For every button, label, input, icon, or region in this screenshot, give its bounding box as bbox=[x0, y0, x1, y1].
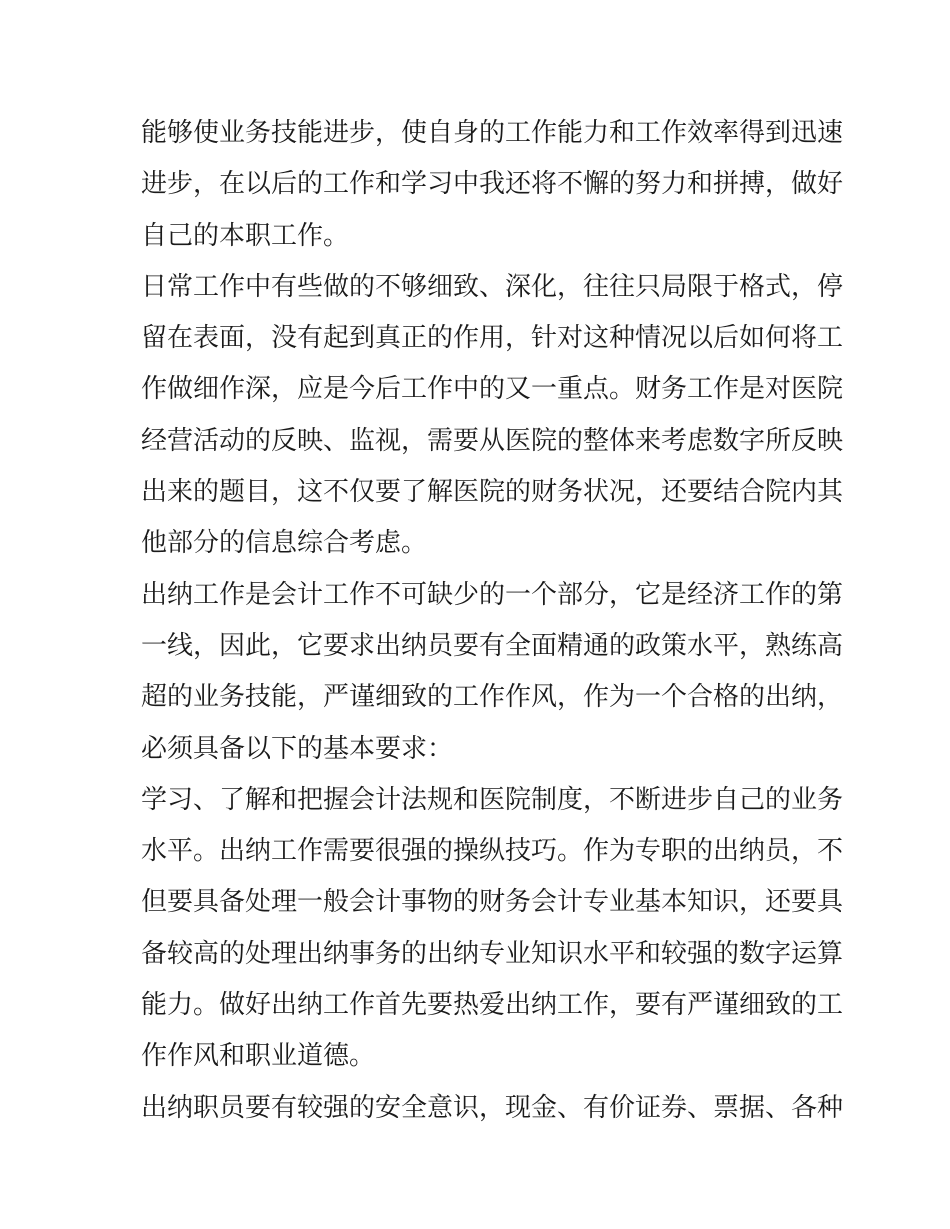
text-line: 备较高的处理出纳事务的出纳专业知识水平和较强的数字运算 bbox=[141, 938, 844, 969]
text-line: 出来的题目，这不仅要了解医院的财务状况，还要结合院内其 bbox=[141, 477, 844, 508]
text-line: 自己的本职工作。 bbox=[141, 220, 350, 251]
text-line: 能力。做好出纳工作首先要热爱出纳工作，要有严谨细致的工 bbox=[141, 990, 844, 1021]
text-line: 留在表面，没有起到真正的作用，针对这种情况以后如何将工 bbox=[141, 323, 844, 354]
text-line: 作做细作深，应是今后工作中的又一重点。财务工作是对医院 bbox=[141, 374, 844, 405]
text-line: 进步，在以后的工作和学习中我还将不懈的努力和拼搏，做好 bbox=[141, 169, 844, 200]
body-text bbox=[141, 108, 844, 1134]
text-line: 出纳工作是会计工作不可缺少的一个部分，它是经济工作的第 bbox=[141, 579, 844, 610]
text-line: 能够使业务技能进步，使自身的工作能力和工作效率得到迅速 bbox=[141, 118, 844, 148]
text-line: 日常工作中有些做的不够细致、深化，往往只局限于格式，停 bbox=[141, 271, 844, 302]
text-line: 水平。出纳工作需要很强的操纵技巧。作为专职的出纳员，不 bbox=[141, 836, 844, 867]
text-line: 必须具备以下的基本要求： bbox=[141, 733, 454, 764]
text-line: 超的业务技能，严谨细致的工作作风，作为一个合格的出纳， bbox=[141, 682, 844, 713]
text-line: 学习、了解和把握会计法规和医院制度，不断进步自己的业务 bbox=[141, 784, 844, 815]
text-line: 他部分的信息综合考虑。 bbox=[141, 528, 428, 559]
text-line: 但要具备处理一般会计事物的财务会计专业基本知识，还要具 bbox=[141, 887, 844, 918]
text-line: 一线，因此，它要求出纳员要有全面精通的政策水平，熟练高 bbox=[141, 630, 844, 661]
text-line: 作作风和职业道德。 bbox=[141, 1041, 376, 1072]
text-line: 出纳职员要有较强的安全意识，现金、有价证券、票据、各种 bbox=[141, 1092, 844, 1123]
text-line: 经营活动的反映、监视，需要从医院的整体来考虑数字所反映 bbox=[141, 425, 844, 456]
